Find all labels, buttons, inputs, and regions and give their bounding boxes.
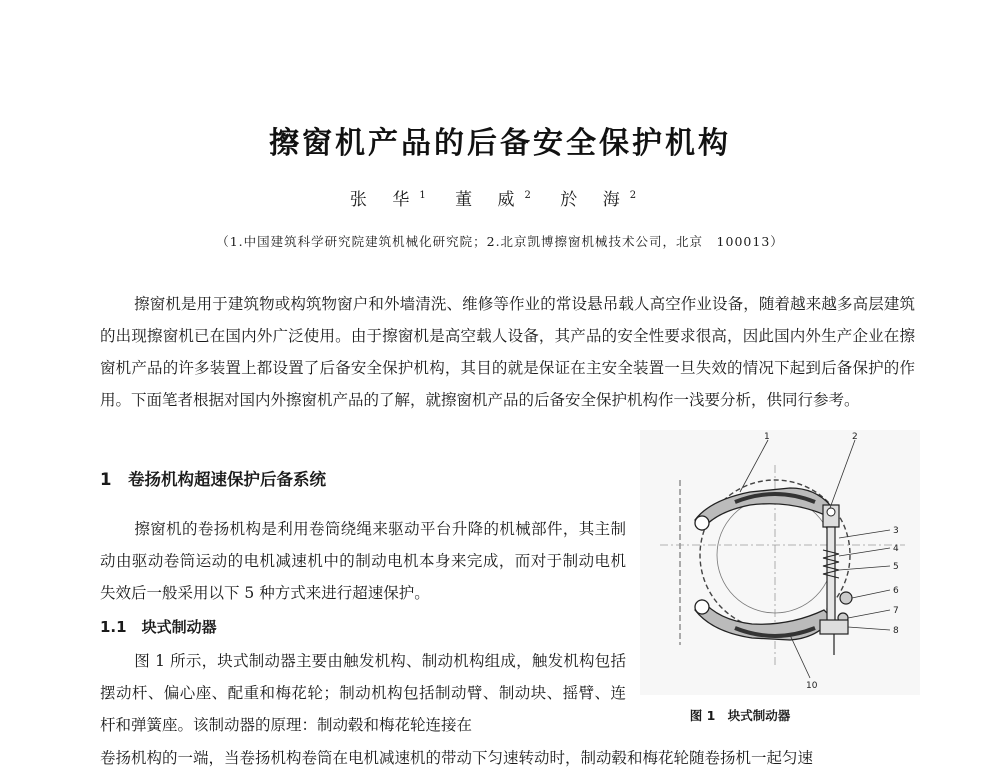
pivot-pin (695, 600, 709, 614)
callout-number: 3 (893, 526, 899, 536)
paper-title: 擦窗机产品的后备安全保护机构 (269, 126, 731, 161)
pivot-pin (695, 516, 709, 530)
callout-number: 6 (893, 586, 899, 596)
spring-seat (820, 620, 848, 634)
section-text: 擦窗机的卷扬机构是利用卷筒绕绳来驱动平台升降的机械部件，其主制动由驱动卷筒运动的电机减速机中的制动电机本身来完成，而对于制动电机失效后一般采用以下 5 种方式来进行超速保护。 (100, 520, 626, 602)
subsection-paragraph (100, 645, 626, 741)
callout-number: 2 (852, 432, 858, 442)
rocker-pin (827, 508, 835, 516)
intro-paragraph (100, 288, 915, 416)
section-heading: 1 卷扬机构超速保护后备系统 (100, 470, 326, 489)
callout-number: 5 (893, 562, 899, 572)
intro-text: 擦窗机是用于建筑物或构筑物窗户和外墙清洗、维修等作业的常设悬吊载人高空作业设备，随着越来越多高层建筑的出现擦窗机已在国内外广泛使用。由于擦窗机是高空载人设备，其产品的安全性要求很高，因此国内外生产企业在擦窗机产品的许多装置上都设置了后备安全保护机构，其目的就是保证在主安全装置一旦失效的情况下起到后备保护的作用。下面笔者根据对国内外擦窗机产品的了解，就擦窗机产品的后备安全保护机构作一浅要分析，供同行参考。 (100, 295, 915, 409)
author-name: 於 海 (560, 190, 630, 210)
author-affiliation-mark: 1 (419, 190, 426, 202)
subsection-text: 图 1 所示，块式制动器主要由触发机构、制动机构组成，触发机构包括摆动杆、偏心座、配重和梅花轮；制动机构包括制动臂、制动块、摇臂、连杆和弹簧座。该制动器的原理：制动毂和梅花轮连接在 (100, 652, 626, 734)
callout-number: 4 (893, 544, 899, 554)
callout-number: 8 (893, 626, 899, 636)
author-name: 张 华 (349, 190, 420, 210)
author-name: 董 威 (455, 190, 525, 210)
figure-caption: 图 1 块式制动器 (689, 708, 791, 723)
block-brake-drawing (640, 430, 920, 695)
figure-background (640, 430, 920, 695)
author-line (0, 185, 1000, 210)
continuation-line: 卷扬机构的一端，当卷扬机构卷筒在电机减速机的带动下匀速转动时，制动毂和梅花轮随卷扬机一起匀速 (100, 749, 814, 767)
section-paragraph (100, 513, 626, 609)
eccentric-seat (840, 592, 852, 604)
affiliation-line: （1.中国建筑科学研究院建筑机械化研究院；2.北京凯博擦窗机械技术公司，北京 100013） (216, 234, 784, 249)
callout-number: 7 (893, 606, 899, 616)
callout-number: 10 (806, 681, 818, 691)
author-affiliation-mark: 2 (524, 190, 531, 202)
subsection-heading: 1.1 块式制动器 (100, 618, 217, 636)
figure-block-brake (640, 430, 920, 695)
connecting-rod (827, 527, 835, 622)
callout-number: 1 (764, 432, 770, 442)
author-affiliation-mark: 2 (629, 190, 637, 202)
